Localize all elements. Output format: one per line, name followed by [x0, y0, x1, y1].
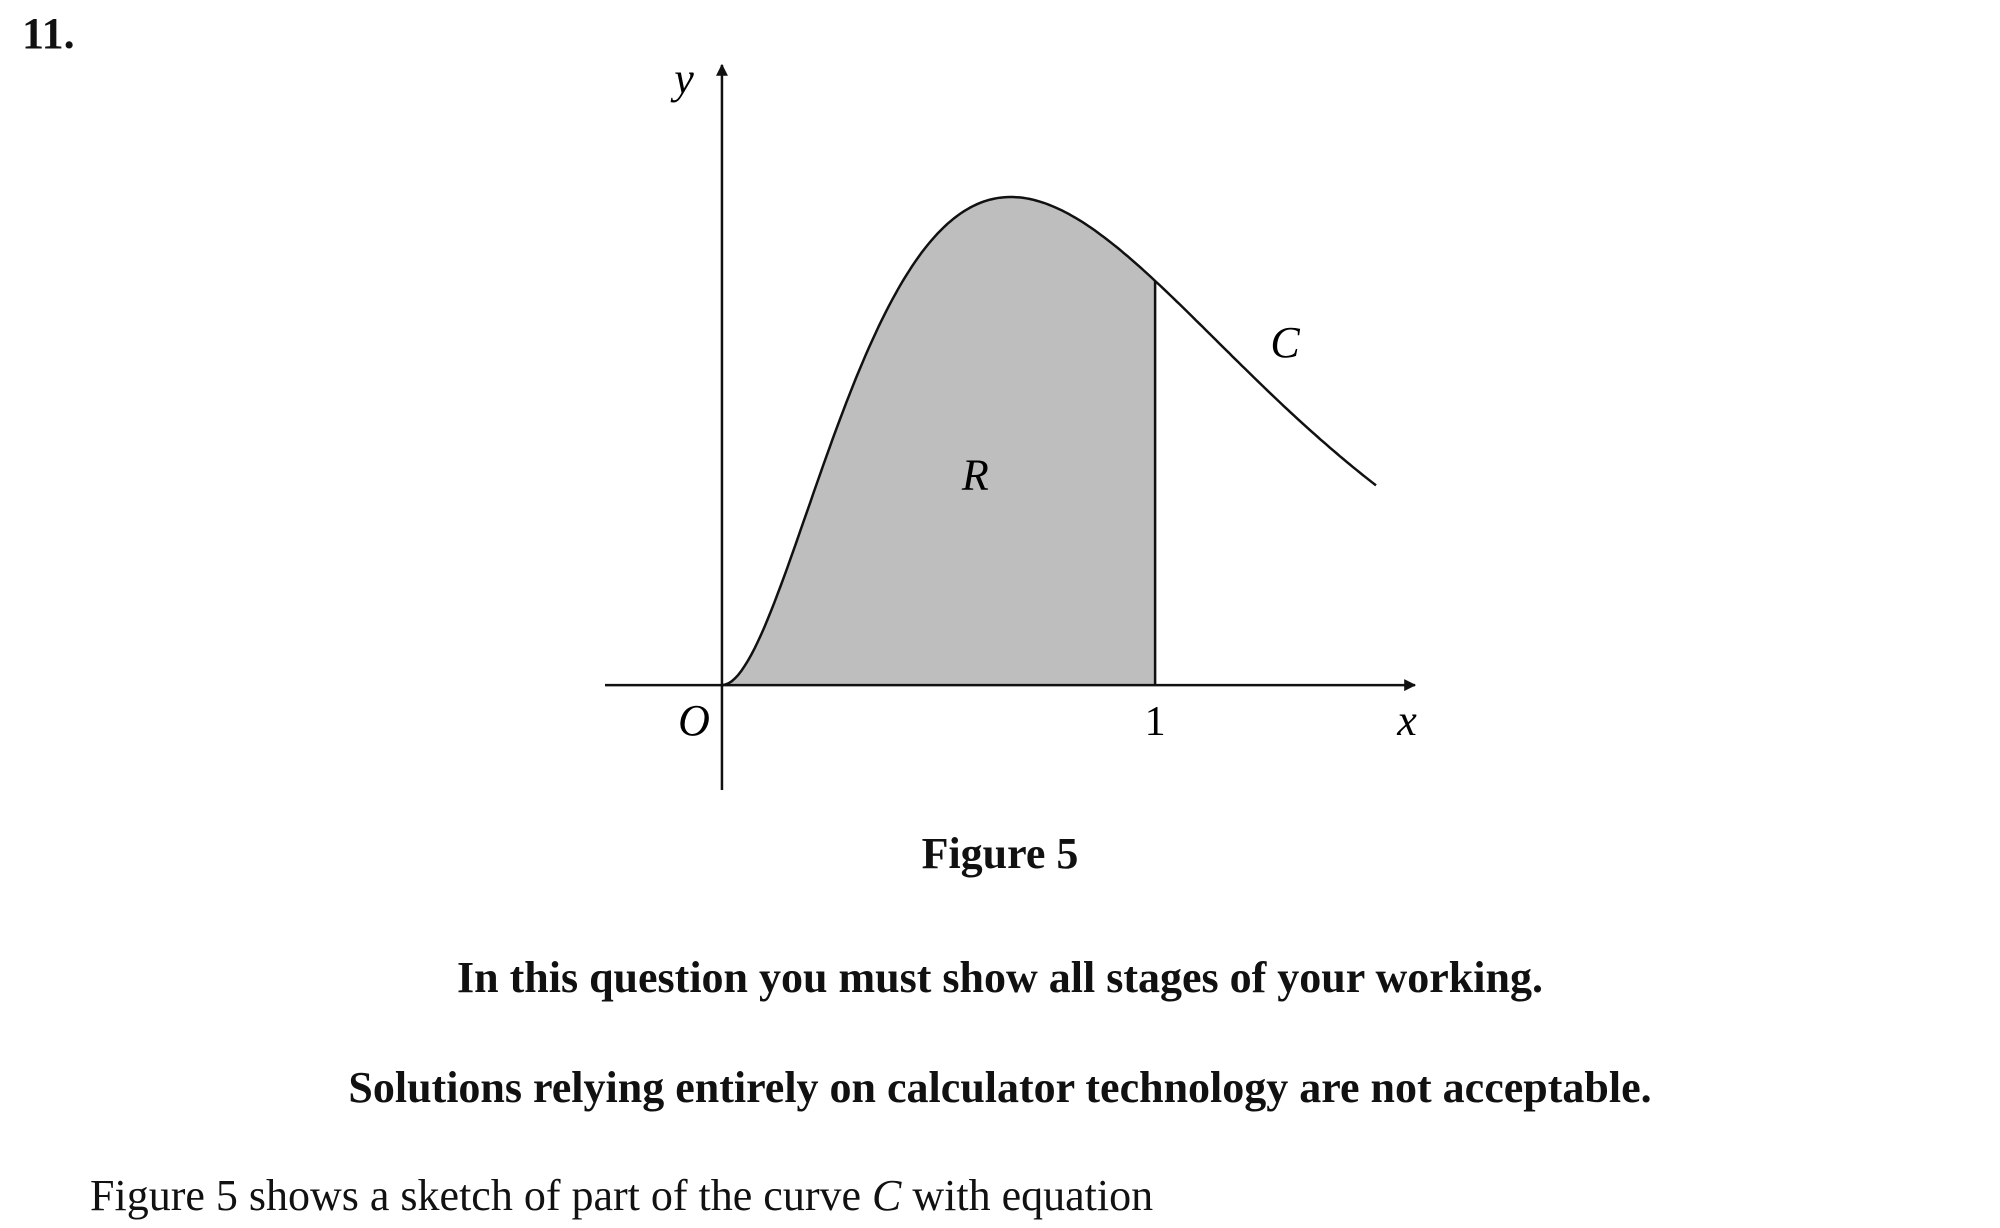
shaded-region-r [722, 197, 1155, 685]
instruction-show-working: In this question you must show all stages of your working. [457, 953, 1543, 1002]
intro-prefix: Figure 5 shows a sketch of part of the curve [90, 1171, 873, 1220]
intro-curve-name: C [872, 1171, 902, 1220]
x-axis-label: x [1397, 696, 1417, 746]
x-tick-label-1: 1 [1144, 699, 1166, 746]
origin-label: O [678, 696, 710, 746]
region-label-r: R [961, 450, 989, 500]
question-number: 11. [22, 9, 75, 58]
intro-suffix: with equation [901, 1171, 1154, 1220]
y-axis-label: y [674, 54, 694, 103]
question-intro-text [90, 1168, 1153, 1224]
instruction-no-calculator: Solutions relying entirely on calculator technology are not acceptable. [348, 1063, 1652, 1112]
curve-label-c: C [1270, 318, 1300, 368]
figure-caption: Figure 5 [921, 829, 1079, 878]
